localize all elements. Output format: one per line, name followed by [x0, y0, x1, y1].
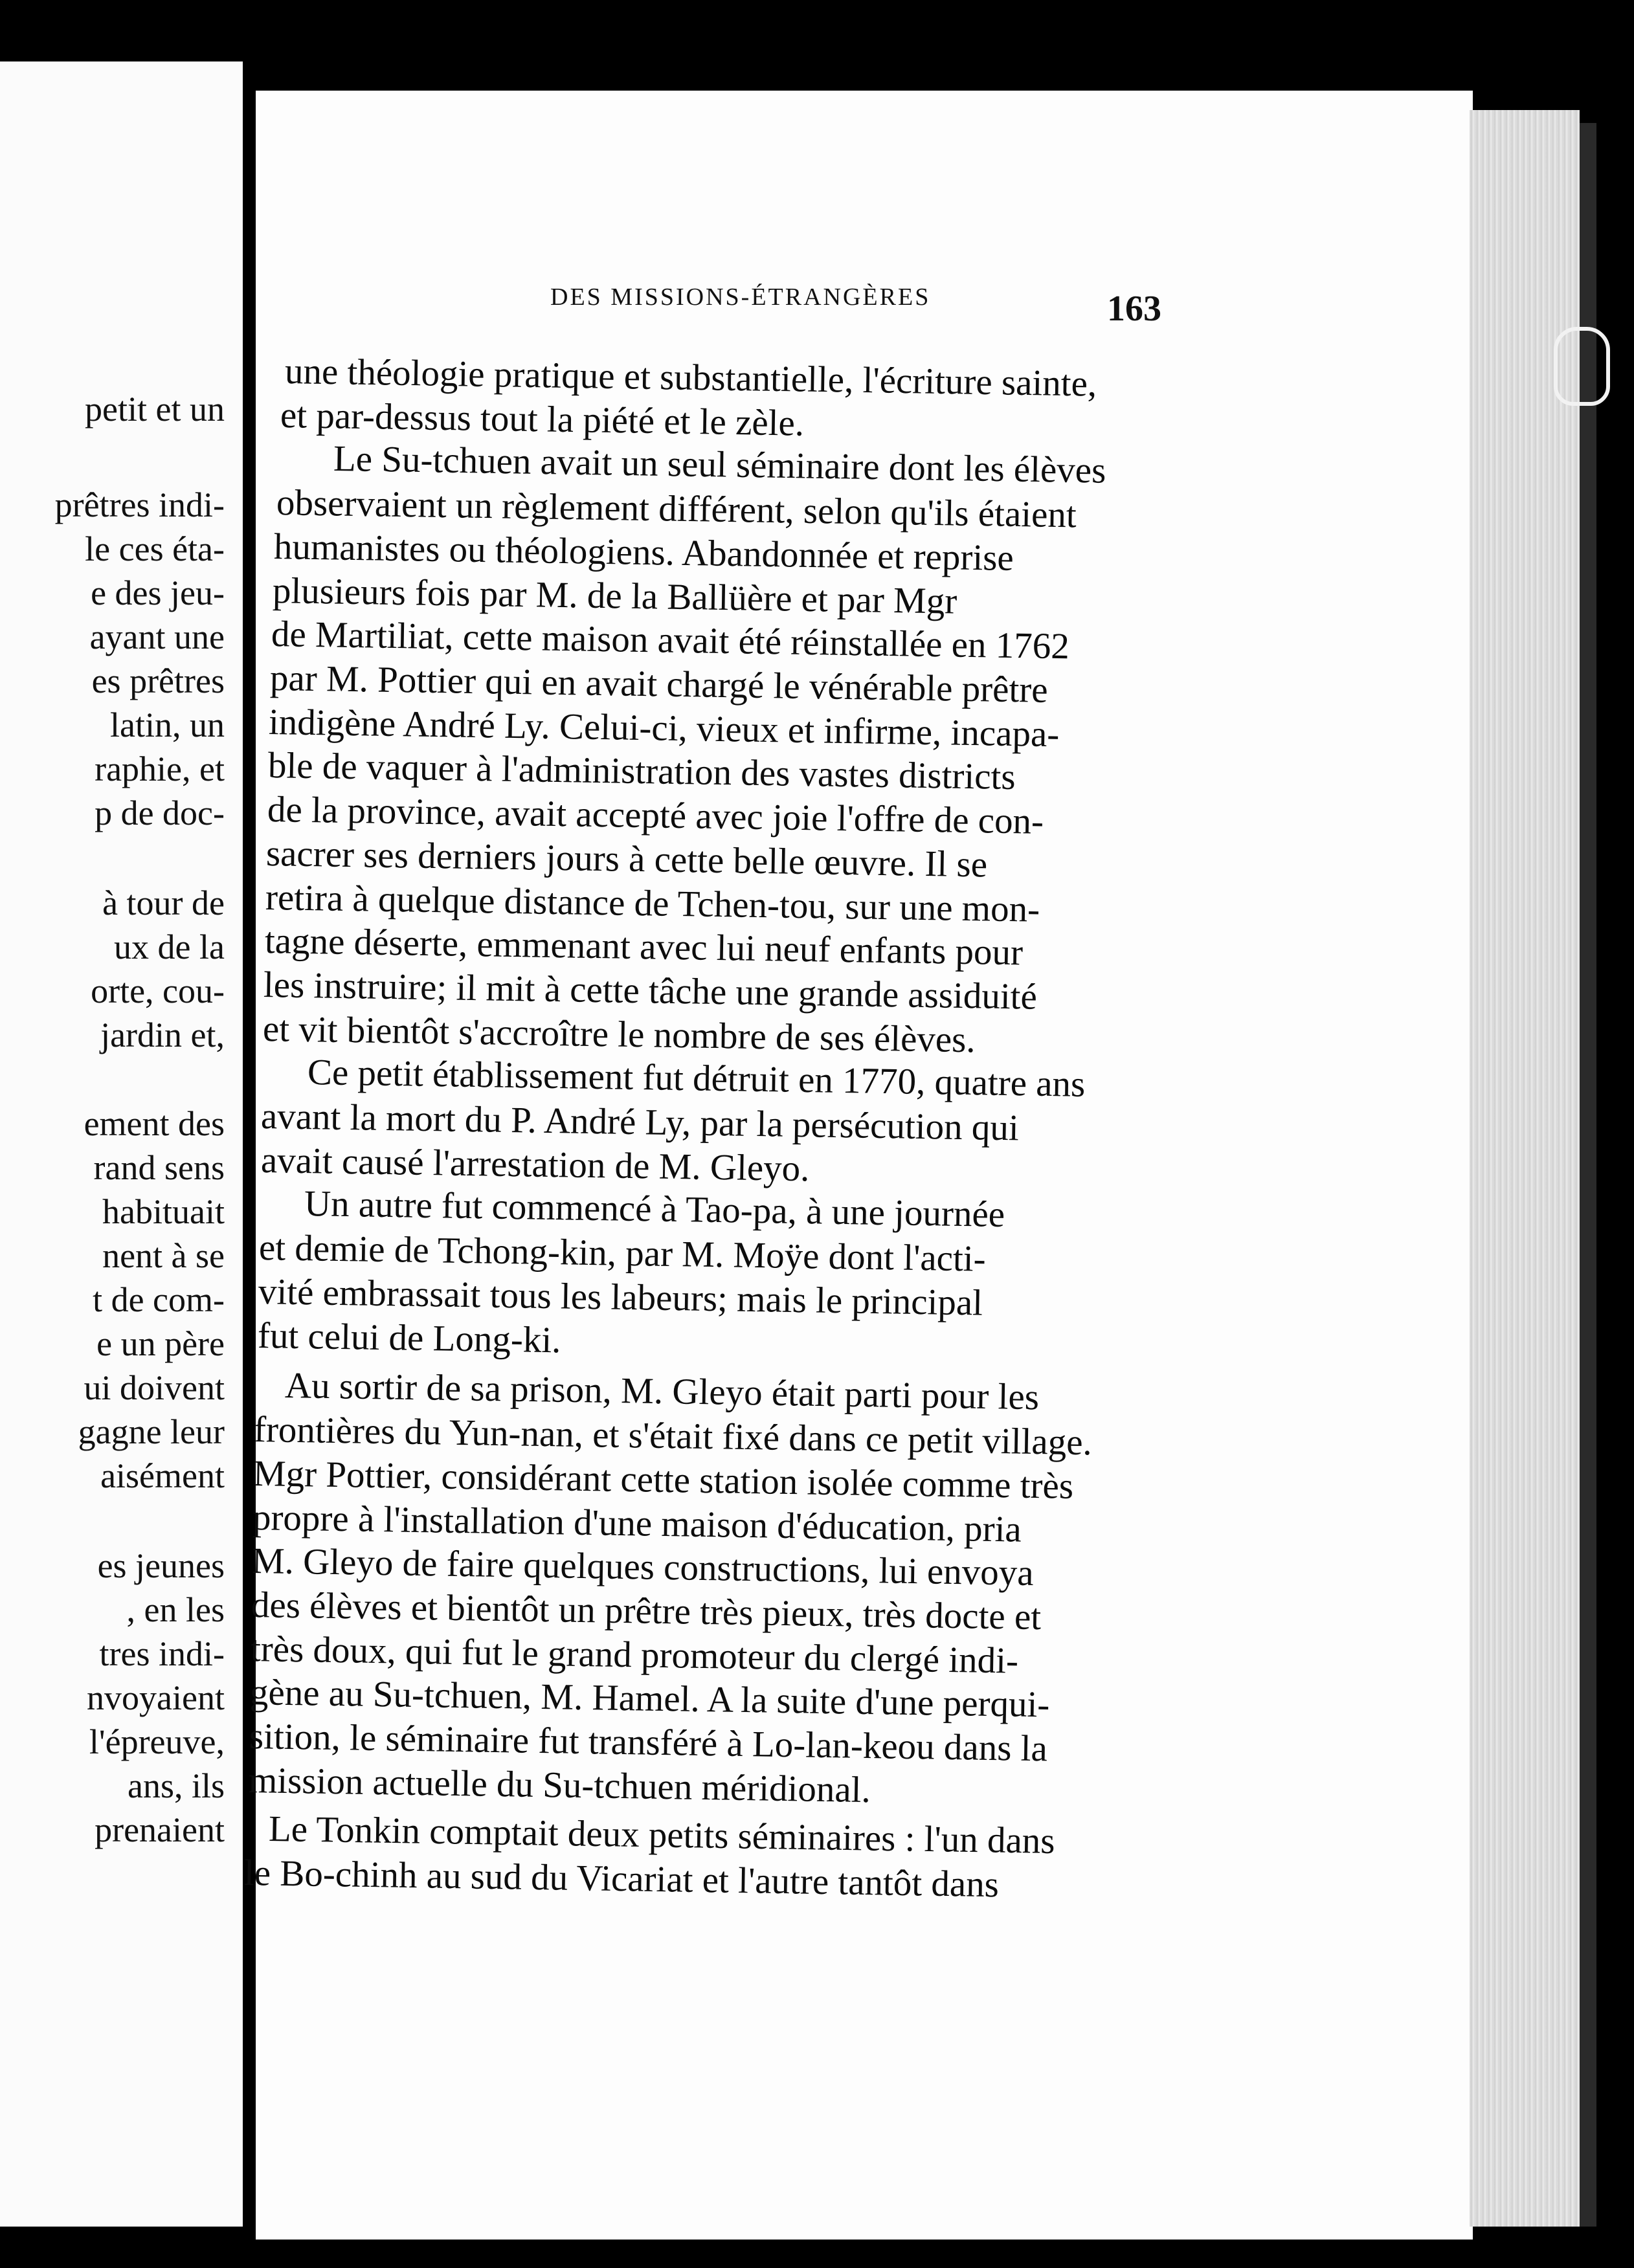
left-line: orte, cou- [91, 972, 225, 1010]
page-number: 163 [1107, 289, 1161, 329]
text-line: très doux, qui fut le grand promoteur du clergé indi- [250, 1629, 1019, 1682]
text-line: et vit bientôt s'accroître le nombre de ses élèves. [262, 1008, 976, 1061]
text-line: Au sortir de sa prison, M. Gleyo était parti pour les [284, 1365, 1040, 1418]
left-line: jardin et, [100, 1016, 225, 1054]
left-line: p de doc- [95, 794, 225, 832]
left-line: aisément [100, 1456, 225, 1495]
text-line: de Martiliat, cette maison avait été réinstallée en 1762 [271, 614, 1070, 667]
running-head: DES MISSIONS-ÉTRANGÈRES [550, 284, 931, 311]
text-line: retira à quelque distance de Tchen-tou, sur une mon- [265, 877, 1040, 930]
text-line: une théologie pratique et substantielle, l'écriture sainte, [284, 351, 1097, 405]
text-line: les instruire; il mit à cette tâche une grande assiduité [263, 964, 1038, 1017]
text-line: humanistes ou théologiens. Abandonnée et reprise [273, 526, 1014, 579]
left-line: raphie, et [95, 750, 225, 788]
left-line: es jeunes [97, 1546, 225, 1585]
text-line: sacrer ses derniers jours à cette belle œuvre. Il se [265, 833, 988, 885]
left-line: ayant une [89, 617, 225, 656]
left-line: ement des [84, 1104, 225, 1143]
text-line: des élèves et bientôt un prêtre très pieux, très docte et [251, 1584, 1042, 1638]
text-line: avant la mort du P. André Ly, par la persécution qui [260, 1096, 1020, 1149]
text-line: vité embrassait tous les labeurs; mais le principal [258, 1271, 983, 1324]
text-line: Le Su-tchuen avait un seul séminaire dont les élèves [333, 438, 1106, 491]
text-line: propre à l'installation d'une maison d'éducation, pria [252, 1497, 1022, 1550]
left-line: tres indi- [99, 1634, 225, 1673]
left-line: latin, un [110, 706, 225, 744]
text-line: plusieurs fois par M. de la Ballüère et par Mgr [272, 570, 957, 622]
left-line: nvoyaient [87, 1678, 225, 1717]
text-line: et par-dessus tout la piété et le zèle. [280, 395, 805, 444]
text-line: indigène André Ly. Celui-ci, vieux et infirme, incapa- [268, 702, 1060, 755]
left-line: rand sens [93, 1148, 225, 1187]
text-line: le Bo-chinh au sud du Vicariat et l'autre tantôt dans [243, 1852, 1000, 1906]
left-line: ans, ils [127, 1766, 225, 1805]
left-line: es prêtres [91, 662, 225, 700]
text-line: ble de vaquer à l'administration des vastes districts [267, 745, 1016, 798]
text-line: Mgr Pottier, considérant cette station isolée comme très [252, 1453, 1074, 1507]
left-line: prêtres indi- [54, 485, 225, 524]
left-line: t de com- [93, 1280, 225, 1319]
paper-clip-icon [1554, 327, 1610, 406]
left-line: e un père [96, 1324, 225, 1363]
text-line: de la province, avait accepté avec joie l'offre de con- [267, 789, 1044, 842]
left-line: e des jeu- [91, 573, 225, 612]
text-line: Un autre fut commencé à Tao-pa, à une journée [304, 1183, 1005, 1235]
text-line: fut celui de Long-ki. [257, 1315, 561, 1361]
body-text [243, 91, 1473, 2240]
left-line: l'épreuve, [89, 1722, 225, 1761]
left-line: habituait [102, 1192, 225, 1231]
left-line: prenaient [95, 1810, 225, 1849]
text-line: Le Tonkin comptait deux petits séminaires : l'un dans [268, 1808, 1056, 1862]
left-line: nent à se [102, 1236, 225, 1275]
left-line: à tour de [102, 884, 225, 922]
left-page [0, 61, 243, 2227]
text-line: Ce petit établissement fut détruit en 1770, quatre ans [307, 1052, 1086, 1105]
text-line: par M. Pottier qui en avait chargé le vénérable prêtre [269, 658, 1049, 711]
text-line: tagne déserte, emmenant avec lui neuf enfants pour [264, 920, 1024, 973]
left-line: , en les [126, 1590, 225, 1629]
text-line: frontières du Yun-nan, et s'était fixé dans ce petit village. [253, 1409, 1093, 1463]
text-line: mission actuelle du Su-tchuen méridional. [248, 1760, 871, 1811]
right-page [243, 91, 1473, 2240]
text-line: sition, le séminaire fut transféré à Lo-lan-keou dans la [249, 1716, 1048, 1770]
left-line: ux de la [114, 928, 225, 966]
left-line: ui doivent [84, 1368, 225, 1407]
page-edges-shadow [1580, 123, 1596, 2227]
left-line: petit et un [85, 390, 225, 428]
text-line: M. Gleyo de faire quelques constructions, lui envoya [251, 1540, 1035, 1594]
text-line: et demie de Tchong-kin, par M. Moÿe dont l'acti- [258, 1227, 987, 1280]
text-line: gène au Su-tchuen, M. Hamel. A la suite d'une perqui- [249, 1672, 1050, 1726]
text-line: avait causé l'arrestation de M. Gleyo. [260, 1140, 810, 1190]
page-edges [1470, 110, 1580, 2227]
text-line: observaient un règlement différent, selon qu'ils étaient [276, 482, 1077, 536]
left-line: gagne leur [78, 1412, 225, 1451]
left-line: le ces éta- [85, 529, 225, 568]
